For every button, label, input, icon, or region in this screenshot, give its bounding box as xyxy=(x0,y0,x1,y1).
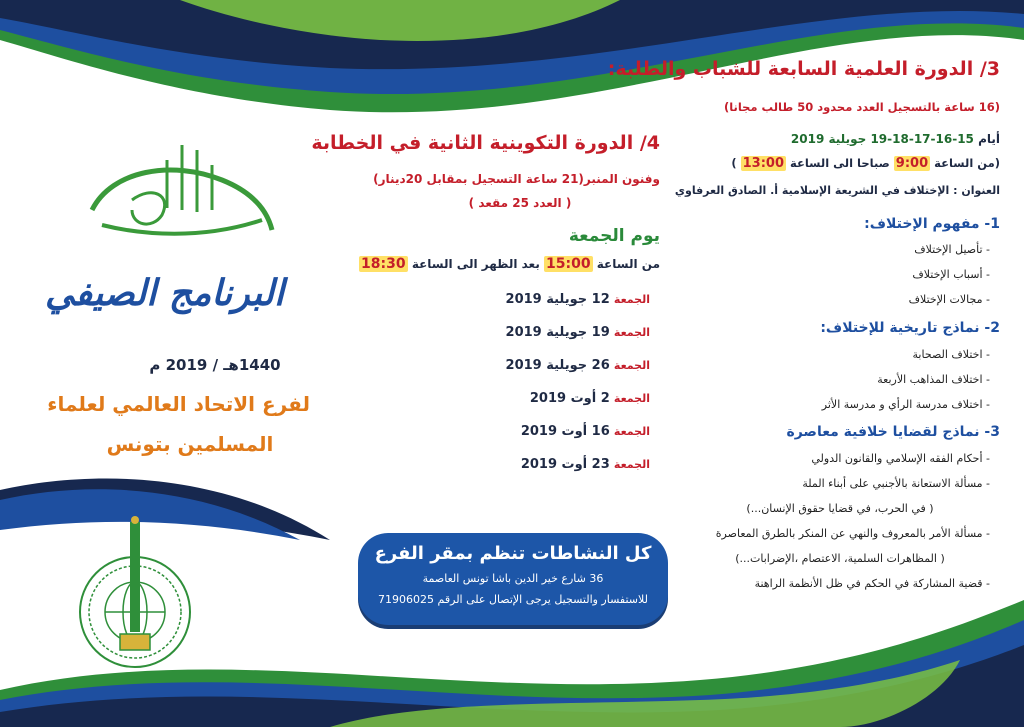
time-to: 13:00 xyxy=(742,156,785,171)
date-item: الجمعة 23 أوت 2019 xyxy=(520,457,650,472)
venue-title: كل النشاطات تنظم بمقر الفرع xyxy=(374,543,652,564)
course4-seats: ( العدد 25 مقعد ) xyxy=(468,196,572,210)
days-value: 15-16-17-18-19 جويلية 2019 xyxy=(790,132,974,146)
time-mid: بعد الظهر الى الساعة xyxy=(411,257,540,271)
course3-days xyxy=(730,132,1000,146)
time-from: 9:00 xyxy=(895,156,929,171)
course4-title: 4/ الدورة التكوينية الثانية في الخطابة xyxy=(311,132,660,154)
course4-subtitle: وفنون المنبر(21 ساعة التسجيل بمقابل 20دينار) xyxy=(373,172,660,186)
course3-title: 3/ الدورة العلمية السابعة للشباب والطلبة: xyxy=(607,58,1000,80)
list-item: - اختلاف مدرسة الرأي و مدرسة الأثر xyxy=(821,398,990,411)
date-item: الجمعة 16 أوت 2019 xyxy=(520,424,650,439)
list-item: - تأصيل الإختلاف xyxy=(914,243,990,256)
section-2-title: 2- نماذج تاريخية للإختلاف: xyxy=(820,320,1000,336)
course4-day: يوم الجمعة xyxy=(568,226,660,246)
calligraphy-emblem xyxy=(72,140,282,250)
list-item: - أحكام الفقه الإسلامي والقانون الدولي xyxy=(811,452,990,465)
program-year: 1440هـ / 2019 م xyxy=(149,356,281,374)
list-item: ( المظاهرات السلمية، الاعتصام ،الإضرابات...) xyxy=(735,552,945,565)
calligraphy-icon xyxy=(72,140,282,250)
date-item: الجمعة 12 جويلية 2019 xyxy=(505,292,650,307)
venue-info-box xyxy=(358,533,668,625)
time-mid: صباحا الى الساعة xyxy=(790,156,890,170)
list-item: - مسألة الاستعانة بالأجنبي على أبناء الملة xyxy=(802,477,990,490)
course3-address: العنوان : الإختلاف في الشريعة الإسلامية أ. الصادق العرفاوي xyxy=(674,184,1000,197)
mosque-globe-logo-icon xyxy=(70,512,200,682)
date-item: الجمعة 26 جويلية 2019 xyxy=(505,358,650,373)
org-line-2: المسلمين بتونس xyxy=(106,432,274,456)
union-logo xyxy=(70,512,200,682)
time-label: من الساعة xyxy=(596,257,660,271)
time-from: 15:00 xyxy=(546,256,591,272)
course3-time xyxy=(700,156,1000,171)
section-3-title: 3- نماذج لقضايا خلافية معاصرة xyxy=(786,424,1000,440)
course3-subtitle: (16 ساعة بالتسجيل العدد محدود 50 طالب مجانا) xyxy=(723,100,1000,114)
program-title: البرنامج الصيفي xyxy=(44,272,284,314)
course4-time xyxy=(360,256,660,272)
venue-address: 36 شارع خير الدين باشا تونس العاصمة xyxy=(422,572,604,585)
time-close: ) xyxy=(731,156,737,170)
list-item: - اختلاف الصحابة xyxy=(912,348,990,361)
time-label: (من الساعة xyxy=(934,156,1000,170)
list-item: - مجالات الإختلاف xyxy=(908,293,990,306)
org-line-1: لفرع الاتحاد العالمي لعلماء xyxy=(47,392,310,416)
date-item: الجمعة 19 جويلية 2019 xyxy=(505,325,650,340)
list-item: - أسباب الإختلاف xyxy=(912,268,990,281)
section-1-title: 1- مفهوم الإختلاف: xyxy=(864,216,1000,232)
venue-contact: للاستفسار والتسجيل يرجى الإتصال على الرقم 71906025 xyxy=(378,593,648,606)
list-item: ( في الحرب، في قضايا حقوق الإنسان...) xyxy=(746,502,934,515)
date-item: الجمعة 2 أوت 2019 xyxy=(529,391,650,406)
course4-dates-list xyxy=(480,292,650,490)
days-label: أيام xyxy=(978,132,1000,146)
list-item: - اختلاف المذاهب الأربعة xyxy=(877,373,990,386)
time-to: 18:30 xyxy=(361,256,406,272)
list-item: - مسألة الأمر بالمعروف والنهي عن المنكر بالطرق المعاصرة xyxy=(715,527,990,540)
list-item: - قضية المشاركة في الحكم في ظل الأنظمة الراهنة xyxy=(754,577,990,590)
